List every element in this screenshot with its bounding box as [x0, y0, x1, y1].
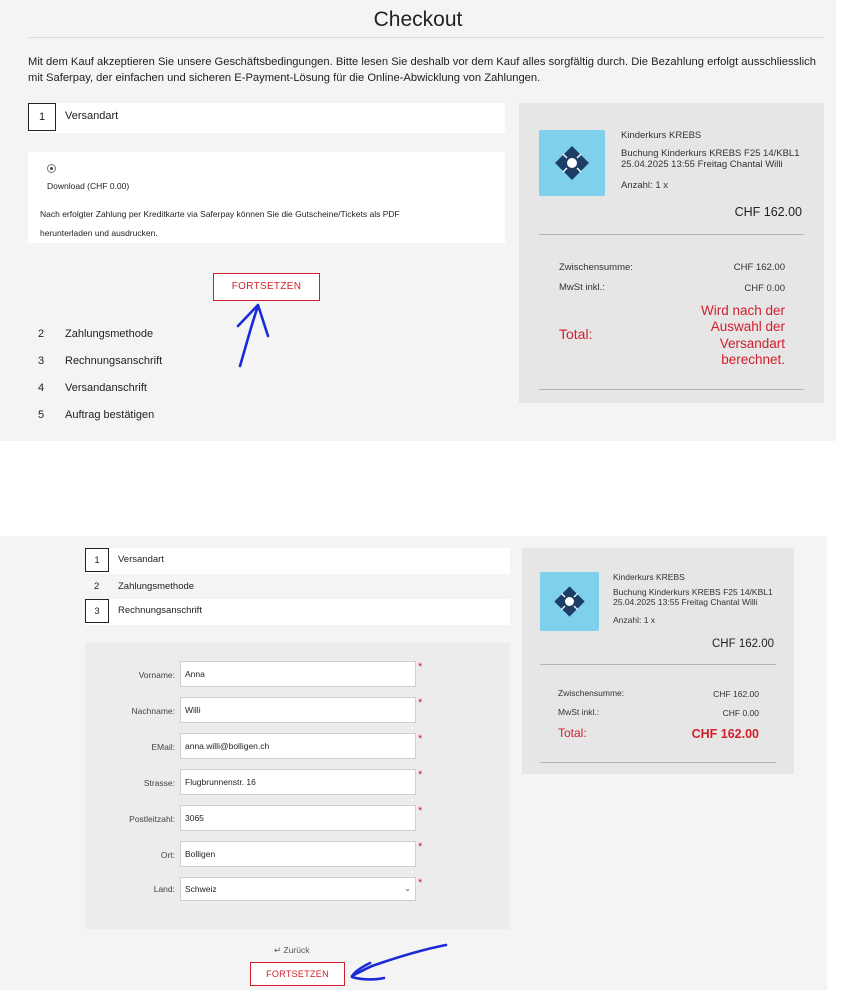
step-number: 1 — [28, 103, 56, 131]
postal-code-input[interactable]: 3065 — [180, 805, 416, 831]
country-select[interactable] — [180, 877, 416, 901]
step-5-number: 5 — [38, 409, 45, 421]
vat-value: CHF 0.00 — [722, 708, 759, 718]
order-summary — [519, 103, 824, 403]
step-2-label[interactable]: Zahlungsmethode — [65, 328, 154, 340]
chevron-down-icon: ⌄ — [404, 884, 411, 893]
shipping-note-line2: herunterladen und ausdrucken. — [40, 228, 158, 238]
step-2-number: 2 — [38, 328, 45, 340]
required-mark: * — [418, 661, 423, 673]
city-label: Ort: — [160, 850, 175, 860]
email-label: EMail: — [151, 742, 175, 752]
product-description-line2: 25.04.2025 13:55 Freitag Chantal Willi — [613, 597, 758, 607]
back-label: Zurück — [283, 945, 310, 955]
summary-divider — [539, 234, 804, 235]
vat-label: MwSt inkl.: — [559, 282, 605, 293]
summary-divider — [540, 762, 776, 763]
product-description-line1: Buchung Kinderkurs KREBS F25 14/KBL1 — [613, 587, 773, 597]
required-mark: * — [418, 697, 423, 709]
country-label: Land: — [153, 884, 175, 894]
return-arrow-icon: ↵ — [274, 945, 282, 955]
step-3-label[interactable]: Rechnungsanschrift — [65, 355, 163, 367]
product-price: CHF 162.00 — [734, 205, 802, 219]
postal-code-label: Postleitzahl: — [129, 814, 175, 824]
subtotal-value: CHF 162.00 — [733, 262, 785, 273]
product-name: Kinderkurs KREBS — [613, 572, 685, 582]
required-mark: * — [418, 769, 423, 781]
continue-button[interactable]: FORTSETZEN — [250, 962, 345, 986]
total-label: Total: — [559, 326, 593, 342]
total-note-line: Versandart — [719, 335, 785, 351]
step-2-number: 2 — [94, 581, 100, 592]
total-label: Total: — [558, 726, 587, 740]
back-link[interactable] — [274, 945, 309, 956]
product-price: CHF 162.00 — [711, 638, 774, 650]
title-divider — [28, 37, 824, 38]
vat-value: CHF 0.00 — [744, 283, 785, 294]
total-value: CHF 162.00 — [691, 727, 759, 741]
vat-label: MwSt inkl.: — [558, 707, 600, 717]
first-name-input[interactable]: Anna — [180, 661, 416, 687]
street-label: Strasse: — [143, 778, 175, 788]
step-1-header[interactable] — [85, 548, 510, 574]
step-5-label[interactable]: Auftrag bestätigen — [65, 409, 155, 421]
required-mark: * — [418, 841, 423, 853]
shipping-note-line1: Nach erfolgter Zahlung per Kreditkarte via Saferpay können Sie die Gutscheine/Tickets als PDF — [40, 209, 400, 219]
last-name-input[interactable]: Willi — [180, 697, 416, 723]
step-number: 1 — [85, 548, 109, 572]
product-quantity: Anzahl: 1 x — [621, 180, 668, 191]
product-description-line2: 25.04.2025 13:55 Freitag Chantal Willi — [621, 159, 783, 170]
shipping-option-label: Download (CHF 0.00) — [47, 181, 130, 191]
total-note-line: berechnet. — [721, 351, 785, 367]
step-label: Rechnungsanschrift — [118, 605, 202, 616]
subtotal-label: Zwischensumme: — [558, 688, 625, 698]
last-name-label: Nachname: — [131, 706, 175, 716]
summary-divider — [540, 664, 776, 665]
product-image — [539, 130, 605, 196]
subtotal-value: CHF 162.00 — [713, 689, 759, 699]
step-1-header[interactable] — [28, 103, 505, 133]
total-note — [701, 303, 785, 368]
step-4-label[interactable]: Versandanschrift — [65, 382, 147, 394]
step-number: 3 — [85, 599, 109, 623]
street-input[interactable]: Flugbrunnenstr. 16 — [180, 769, 416, 795]
required-mark: * — [418, 733, 423, 745]
step-4-number: 4 — [38, 382, 45, 394]
city-input[interactable]: Bolligen — [180, 841, 416, 867]
product-quantity: Anzahl: 1 x — [613, 615, 656, 625]
crab-logo-icon — [540, 572, 599, 631]
step-3-number: 3 — [38, 355, 45, 367]
total-note-line: Wird nach der — [700, 303, 785, 318]
subtotal-label: Zwischensumme: — [559, 262, 633, 273]
required-mark: * — [418, 805, 423, 817]
step-label: Versandart — [118, 554, 164, 565]
summary-divider — [539, 389, 804, 390]
shipping-radio[interactable] — [47, 164, 56, 173]
step-3-header[interactable] — [85, 599, 510, 625]
shipping-options-box — [28, 152, 505, 243]
continue-button[interactable]: FORTSETZEN — [213, 273, 320, 301]
order-summary — [522, 548, 794, 774]
step-2-label[interactable]: Zahlungsmethode — [118, 581, 195, 592]
first-name-label: Vorname: — [138, 670, 175, 680]
email-input[interactable]: anna.willi@bolligen.ch — [180, 733, 416, 759]
required-mark: * — [418, 877, 423, 889]
product-description-line1: Buchung Kinderkurs KREBS F25 14/KBL1 — [621, 148, 800, 159]
product-name: Kinderkurs KREBS — [621, 130, 702, 141]
total-note-line: Auswahl der — [710, 319, 785, 335]
step-label: Versandart — [65, 110, 119, 122]
page-title: Checkout — [373, 8, 463, 31]
crab-logo-icon — [539, 130, 605, 196]
terms-notice: Mit dem Kauf akzeptieren Sie unsere Geschäftsbedingungen. Bitte lesen Sie deshalb vor dem Kauf alles sorgfältig durch. Die Bezahlung erfolgt ausschliesslich mit Saferpay, der einfachen und sicheren E-Payment-Lösung für die Online-Abwicklung von Zahlungen. — [28, 56, 816, 84]
country-select-value: Schweiz — [185, 884, 217, 894]
product-image — [540, 572, 599, 631]
